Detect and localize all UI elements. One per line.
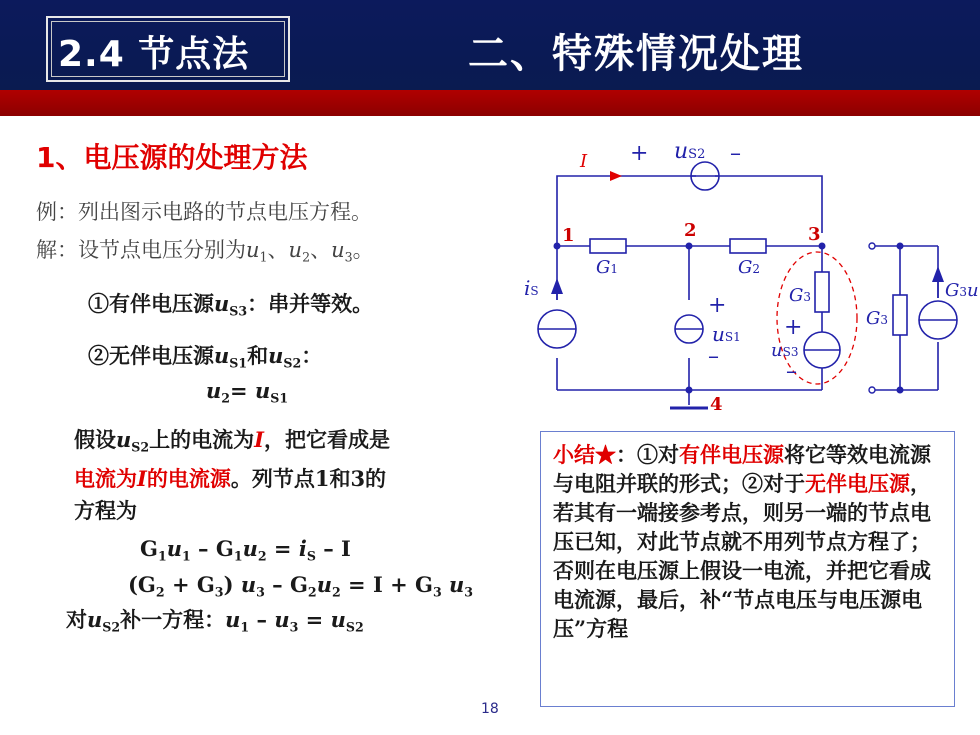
- g2-label: G2: [738, 257, 761, 278]
- us2-minus: –: [730, 141, 741, 166]
- node-3-label: 3: [808, 224, 821, 245]
- case2-text: ②无伴电压源$u_{S1}$和$u_{S2}$：: [88, 343, 323, 371]
- subheading: 1、电压源的处理方法: [36, 141, 308, 174]
- us2-label: uS2: [674, 139, 706, 164]
- page-number: 18: [481, 701, 499, 717]
- summary-box: 小结★：①对有伴电压源将它等效电流源与电阻并联的形式；②对于无伴电压源，若其有一端接参考点，则另一端的节点电压已知，对此节点就不用列节点方程了；否则在电压源上假设一电流，并把它看成电流源，最后，补“节点电压与电压源电压”方程: [540, 431, 955, 707]
- case1-text: ①有伴电压源$u_{S3}$：串并等效。: [88, 291, 374, 319]
- g3-equiv-label: G3: [866, 308, 889, 329]
- g1-resistor: [590, 239, 626, 253]
- node-4-label: 4: [710, 394, 723, 415]
- equation-u2: $u_2= u_{S1}$: [206, 378, 289, 406]
- node1-equation: $G_1u_1 - G_1u_2 = i_S - I$: [140, 536, 351, 564]
- us3-plus: +: [784, 315, 803, 340]
- g3u-label: G3u: [945, 280, 979, 301]
- slide-title: 二、特殊情况处理: [468, 31, 804, 77]
- current-label: I: [580, 151, 588, 172]
- us3-minus: –: [786, 359, 797, 384]
- solution-text: 解：设节点电压分别为$u_1$、$u_2$、$u_3$。: [36, 238, 374, 265]
- g2-resistor: [730, 239, 766, 253]
- node-1-label: 1: [562, 225, 575, 246]
- header-red-stripe: [0, 90, 980, 116]
- g3-resistor: [815, 272, 829, 312]
- is-arrow-icon: [551, 278, 563, 294]
- g3-equivalent-resistor: [893, 295, 907, 335]
- us2-plus: +: [630, 141, 649, 166]
- is-label: iS: [524, 276, 539, 300]
- assumption-text: 假设$u_{S2}$上的电流为I，把它看成是 电流为I的电流源。列节点1和3的 方程为: [74, 427, 390, 524]
- circuit-diagram: [520, 128, 980, 418]
- equivalent-source-arrow-icon: [932, 266, 944, 282]
- us1-plus: +: [708, 293, 727, 318]
- us1-label: uS1: [712, 322, 741, 346]
- current-arrow: [610, 171, 622, 181]
- g3-label: G3: [789, 285, 812, 306]
- section-title: 2.4 节点法: [58, 34, 250, 75]
- us3-label: uS3: [771, 340, 799, 361]
- node3-equation: $(G_2 + G_3)$ $u_3 - G_2u_2 = I + G_3$ $u_3$: [128, 572, 474, 600]
- supplementary-equation: 对$u_{S2}$补一方程：$u_1 - u_3 = u_{S2}$: [66, 607, 364, 635]
- g1-label: G1: [596, 257, 619, 278]
- us1-minus: –: [708, 344, 719, 369]
- example-text: 例：列出图示电路的节点电压方程。: [36, 200, 372, 224]
- node-2-label: 2: [684, 220, 697, 241]
